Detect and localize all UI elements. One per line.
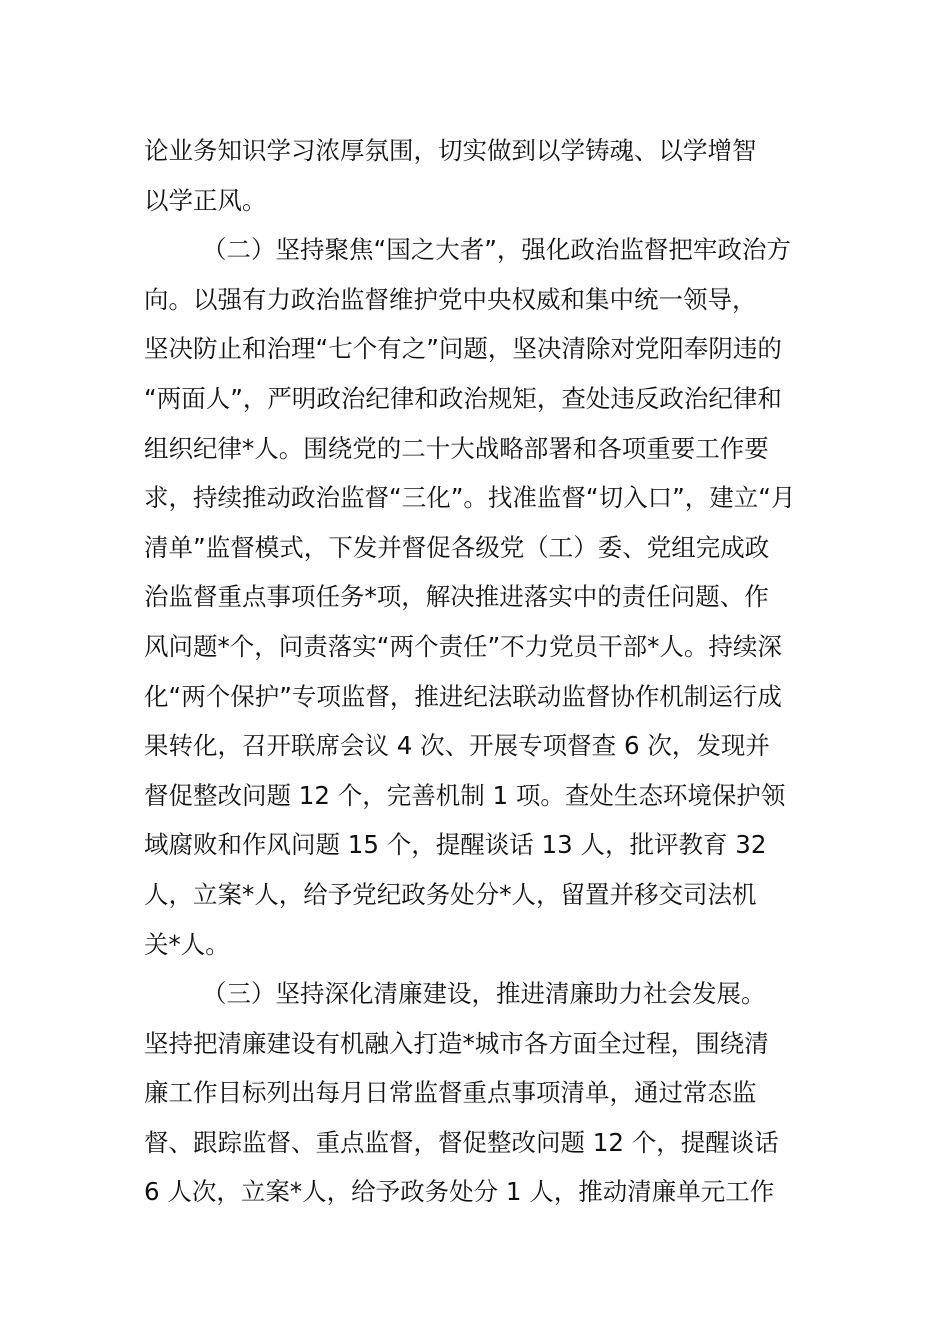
section-heading-2: （二）坚持聚焦“国之大者”，强化政治监督把牢政治方 [202,235,791,265]
text-line: 督促整改问题 12 个，完善机制 1 项。查处生态环境保护领 [144,780,786,810]
document-body [144,126,814,1217]
text-line: 向。以强有力政治监督维护党中央权威和集中统一领导， [144,284,757,314]
text-line: 风问题*个，问责落实“两个责任”不力党员干部*人。持续深 [144,631,782,661]
text-line: 求，持续推动政治监督“三化”。找准监督“切入口”，建立“月 [144,483,796,513]
text-line: 清单”监督模式，下发并督促各级党（工）委、党组完成政 [144,532,770,562]
text-line: 坚持把清廉建设有机融入打造*城市各方面全过程，围绕清 [144,1028,769,1058]
text-line: 6 人次，立案*人，给予政务处分 1 人，推动清廉单元工作 [144,1177,775,1207]
text-line: 化“两个保护”专项监督，推进纪法联动监督协作机制运行成 [144,681,782,711]
text-line: 论业务知识学习浓厚氛围，切实做到以学铸魂、以学增智 [144,136,757,165]
text-line: 域腐败和作风问题 15 个，提醒谈话 13 人，批评教育 32 [144,830,767,860]
text-line: 关*人。 [144,929,230,959]
text-line: “两面人”，严明政治纪律和政治规矩，查处违反政治纪律和 [144,383,782,413]
section-heading-3: （三）坚持深化清廉建设，推进清廉助力社会发展。 [202,979,766,1009]
text-line: 治监督重点事项任务*项，解决推进落实中的责任问题、作 [144,582,769,612]
text-line: 督、跟踪监督、重点监督，督促整改问题 12 个，提醒谈话 [144,1127,779,1157]
text-line: 果转化，召开联席会议 4 次、开展专项督查 6 次，发现并 [144,731,770,761]
text-line: 组织纪律*人。围绕党的二十大战略部署和各项重要工作要 [144,433,769,463]
text-line: 人，立案*人，给予党纪政务处分*人，留置并移交司法机 [144,879,757,909]
text-line: 廉工作目标列出每月日常监督重点事项清单，通过常态监 [144,1078,757,1108]
text-line: 以学正风。 [144,185,267,215]
text-line: 坚决防止和治理“七个有之”问题，坚决清除对党阳奉阴违的 [144,334,782,364]
